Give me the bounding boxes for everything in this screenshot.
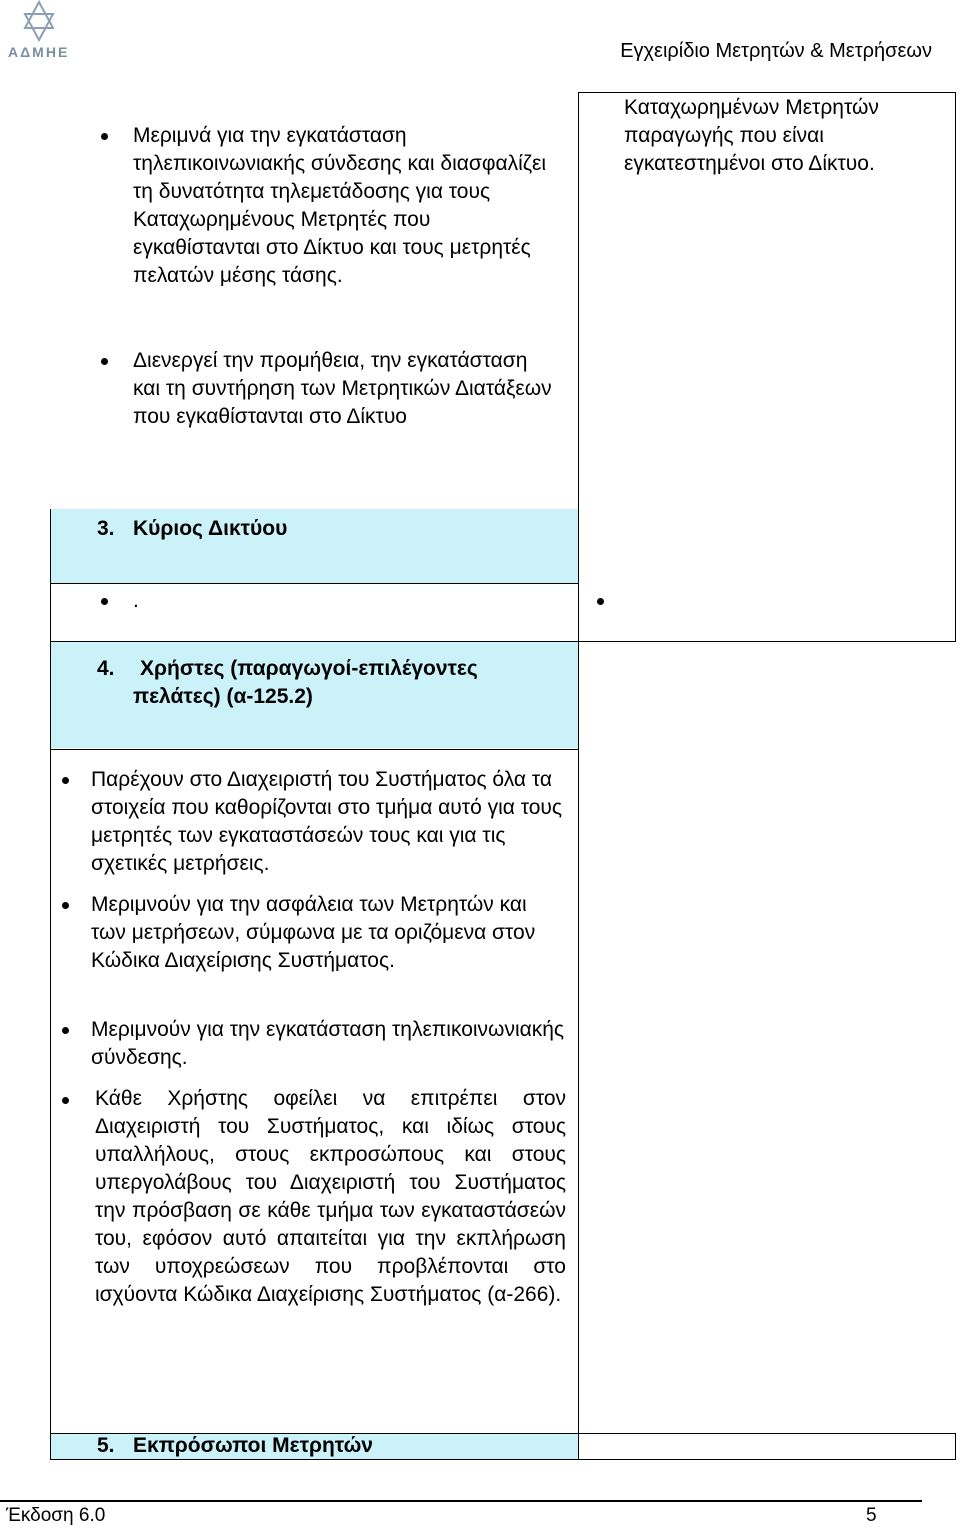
- section-4-number: 4.: [97, 657, 115, 680]
- logo-text: ΑΔΜΗΕ: [8, 44, 70, 60]
- section-4-bullet-3: Μεριμνούν για την εγκατάσταση τηλεπικοινωνιακής σύνδεσης.: [91, 1018, 565, 1069]
- bullet-icon: [101, 133, 108, 140]
- bullet-icon: [62, 1097, 69, 1104]
- bullet-icon: [101, 598, 108, 605]
- bullet-icon: [62, 777, 69, 784]
- footer-rule: [0, 1500, 922, 1502]
- section-3-left-item: .: [133, 589, 139, 612]
- section-4-bullet-4: Κάθε Χρήστης οφείλει να επιτρέπει στον Διαχειριστή του Συστήματος, και ιδίως στους υπαλλήλους, στους εκπροσώπους και στους υπεργολάβους του Διαχειριστή του Συστήματος την πρόσβαση σε κάθε τμήμα των εγκαταστάσεών του, εφόσον αυτό απαιτείται για την εκπλήρωση των υποχρεώσεων που προβλέπονται στο ισχύοντα Κώδικα Διαχείρισης Συστήματος (α-266).: [95, 1087, 566, 1306]
- row1-bullet-2: Διενεργεί την προμήθεια, την εγκατάσταση και τη συντήρηση των Μετρητικών Διατάξεων που εγκαθίστανται στο Δίκτυο: [133, 349, 552, 428]
- bullet-icon: [62, 902, 69, 909]
- section-4-bullet-1: Παρέχουν στο Διαχειριστή του Συστήματος όλα τα στοιχεία που καθορίζονται στο τμήμα αυτό για τους μετρητές των εγκαταστάσεών τους και για τις σχετικές μετρήσεις.: [91, 768, 563, 875]
- section-4-title-line2: πελάτες) (α-125.2): [133, 685, 313, 708]
- document-title: Εγχειρίδιο Μετρητών & Μετρήσεων: [620, 40, 932, 62]
- section-3-shading: [51, 509, 578, 583]
- section-3-title: Κύριος Δικτύου: [133, 517, 288, 540]
- section-4-bullet-2: Μεριμνούν για την ασφάλεια των Μετρητών και των μετρήσεων, σύμφωνα με τα οριζόμενα στον Κώδικα Διαχείρισης Συστήματος.: [91, 893, 536, 972]
- row1-bullet-1: Μεριμνά για την εγκατάσταση τηλεπικοινωνιακής σύνδεσης και διασφαλίζει τη δυνατότητα τηλεμετάδοσης για τους Καταχωρημένους Μετρητές που εγκαθίστανται στο Δίκτυο και τους μετρητές πελατών μέσης τάσης.: [133, 124, 547, 287]
- row1-right-text: Καταχωρημένων Μετρητών παραγωγής που είναι εγκατεστημένοι στο Δίκτυο.: [624, 96, 879, 175]
- section-3-number: 3.: [97, 517, 115, 540]
- footer-version: Έκδοση 6.0: [6, 1505, 106, 1526]
- page-number: 5: [866, 1505, 877, 1526]
- bullet-icon: [597, 598, 604, 605]
- section-4-title-line1: Χρήστες (παραγωγοί-επιλέγοντες: [140, 657, 478, 680]
- section-5-title: Εκπρόσωποι Μετρητών: [133, 1434, 373, 1457]
- bullet-icon: [101, 358, 108, 365]
- bullet-icon: [62, 1027, 69, 1034]
- section-5-number: 5.: [97, 1434, 115, 1457]
